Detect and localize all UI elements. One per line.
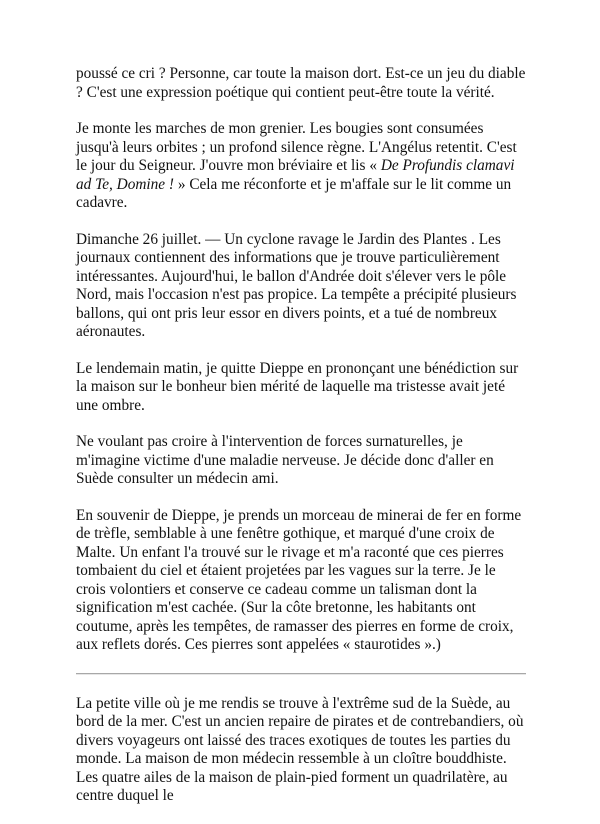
paragraph-2-text-start: Je monte les marches de mon grenier. Les bougies sont consumées jusqu'à leurs orbites ; un profond silence règne. L'Angélus retentit. C'est le jour du Seigneur. J'ouvre mon bréviaire et lis « [76,120,517,174]
paragraph-1: poussé ce cri ? Personne, car toute la maison dort. Est-ce un jeu du diable ? C'est une expression poétique qui contient peut-être toute la vérité. [76,65,526,101]
paragraph-3: Dimanche 26 juillet. — Un cyclone ravage le Jardin des Plantes . Les journaux contiennent des informations que je trouve particulièrement intéressantes. Aujourd'hui, le ballon d'Andrée doit s'élever vers le pôle Nord, mais l'occasion n'est pas propice. La tempête a précipité plusieurs ballons, qui ont pris leur essor en divers points, et a tué de nombreux aéronautes. [76,230,517,340]
paragraph-6: En souvenir de Dieppe, je prends un morceau de minerai de fer en forme de trèfle, semblable à une fenêtre gothique, et marqué d'une croix de Malte. Un enfant l'a trouvé sur le rivage et m'a raconté que ces pierres tombaient du ciel et étaient projetées par les vagues sur la terre. Je le crois volontiers et conserve ce cadeau comme un talisman dont la signification m'est cachée. (Sur la côte bretonne, les habitants ont coutume, après les tempêtes, de ramasser des pierres en forme de croix, aux reflets dorés. Ces pierres sont appelées « staurotides ».) [76,506,522,653]
paragraph-2 [76,120,526,213]
document-body [76,65,526,824]
paragraph-5: Ne voulant pas croire à l'intervention de forces surnaturelles, je m'imagine victime d'une maladie nerveuse. Je décide donc d'aller en Suède consulter un médecin ami. [76,433,494,487]
section-divider [76,673,526,675]
paragraph-2-text-end: » Cela me réconforte et je m'affale sur le lit comme un cadavre. [76,175,512,211]
latin-quote: De Profundis clamavi ad Te, Domine ! [76,157,515,193]
paragraph-4: Le lendemain matin, je quitte Dieppe en prononçant une bénédiction sur la maison sur le bonheur bien mérité de laquelle ma tristesse avait jeté une ombre. [76,359,519,414]
paragraph-7: La petite ville où je me rendis se trouve à l'extrême sud de la Suède, au bord de la mer. C'est un ancien repaire de pirates et de contrebandiers, où divers voyageurs ont laissé des traces exotiques de toutes les parties du monde. La maison de mon médecin ressemble à un cloître bouddhiste. Les quatre ailes de la maison de plain-pied forment un quadrilatère, au centre duquel le [76,694,524,804]
